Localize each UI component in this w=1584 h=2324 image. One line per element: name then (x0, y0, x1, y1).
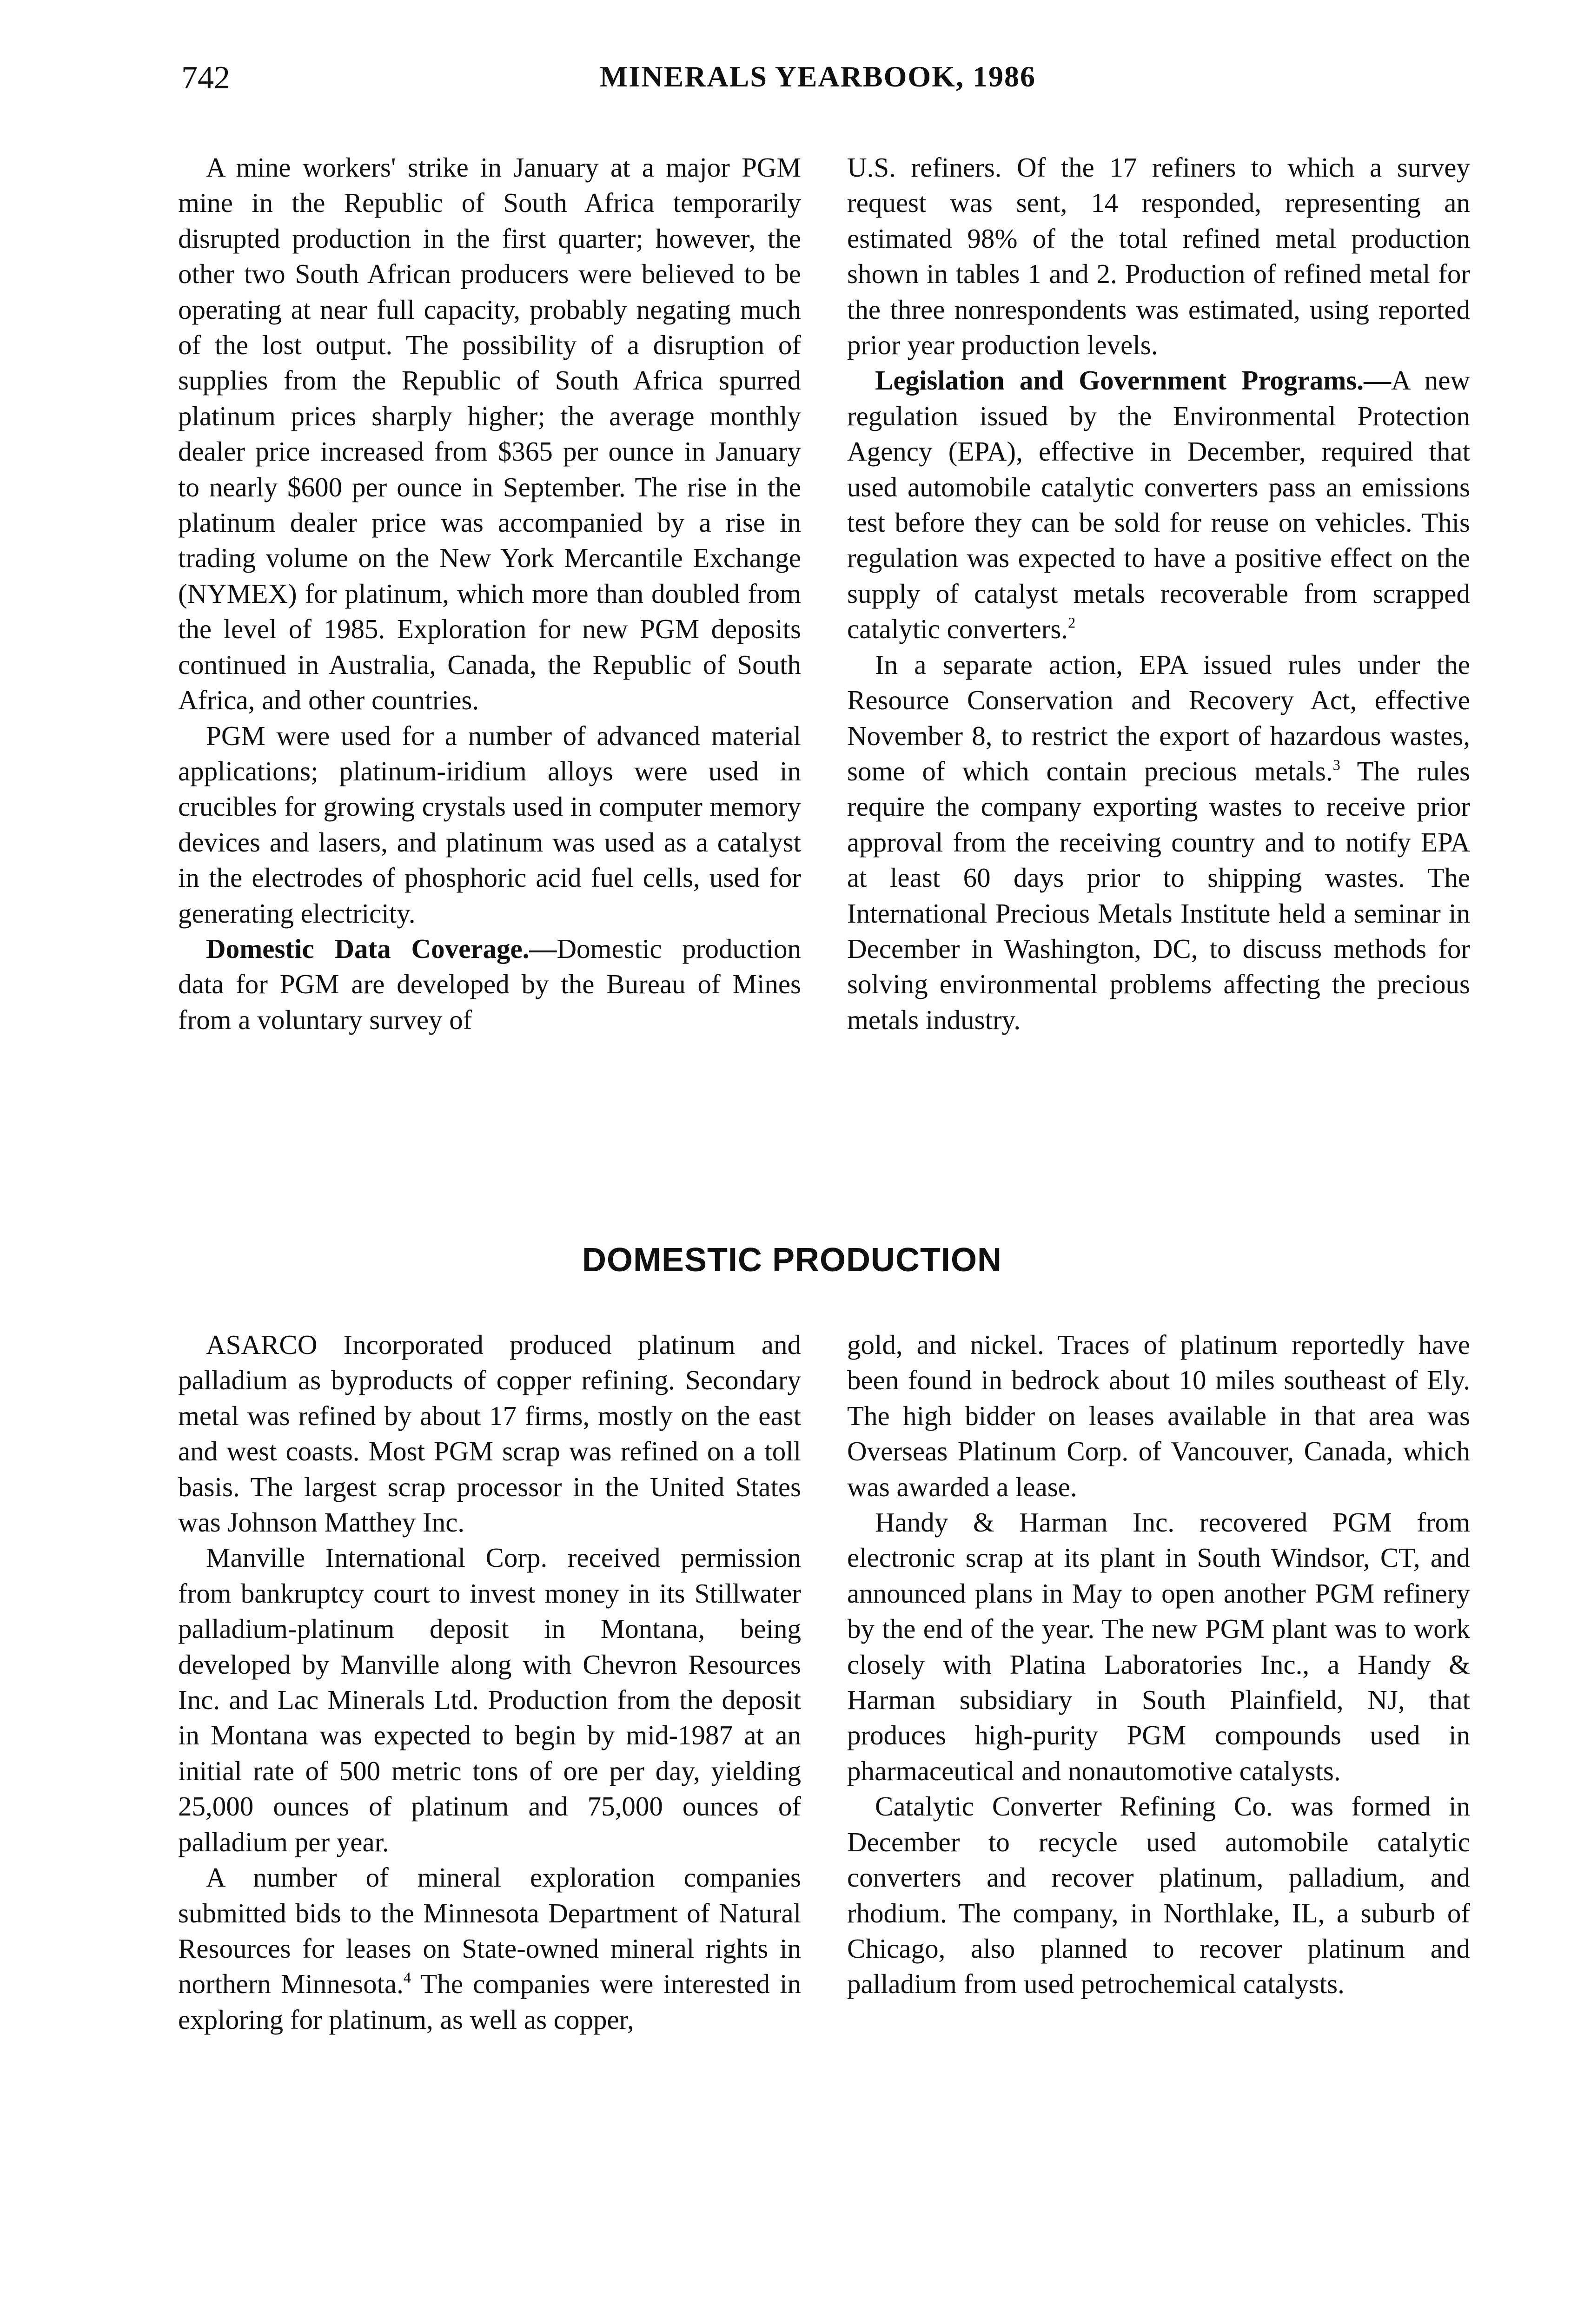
running-title: MINERALS YEARBOOK, 1986 (600, 60, 1036, 93)
paragraph-text: A new regulation issued by the Environmental Protection Agency (EPA), effective in December, required that used automobile catalytic converters pass an emissions test before they can be sold for reuse on vehicles. This regulation was expected to have a positive effect on the supply of catalyst metals recoverable from scrapped catalytic converters. (847, 365, 1470, 645)
top-left-column (178, 150, 801, 1037)
paragraph-text: Domestic production data for PGM are developed by the Bureau of Mines from a voluntary survey of (178, 933, 801, 1035)
paragraph: PGM were used for a number of advanced material applications; platinum-iridium alloys were used in crucibles for growing crystals used in computer memory devices and lasers, and platinum was used as a catalyst in the electrodes of phosphoric acid fuel cells, used for generating electricity. (178, 720, 801, 929)
run-in-heading: Domestic Data Coverage.— (206, 933, 557, 964)
section-heading: DOMESTIC PRODUCTION (582, 1241, 1002, 1279)
paragraph (847, 647, 1470, 1037)
paragraph (178, 1860, 801, 2037)
paragraph (847, 363, 1470, 647)
page-number: 742 (181, 60, 230, 96)
paragraph-text: A number of mineral exploration companies submitted bids to the Minnesota Department of Natural Resources for leases on State-owned mineral rights in northern Minnesota. (178, 1862, 801, 2000)
paragraph: Manville International Corp. received permission from bankruptcy court to invest money in its Stillwater palladium-platinum deposit in Montana, being developed by Manville along with Chevron Resources Inc. and Lac Minerals Ltd. Production from the deposit in Montana was expected to begin by mid-1987 at an initial rate of 500 metric tons of ore per day, yielding 25,000 ounces of platinum and 75,000 ounces of palladium per year. (178, 1542, 801, 1857)
paragraph-text: In a separate action, EPA issued rules under the Resource Conservation and Recovery Act, effective November 8, to restrict the export of hazardous wastes, some of which contain precious metals. (847, 649, 1470, 786)
paragraph (178, 931, 801, 1037)
run-in-heading: Legislation and Government Programs.— (875, 365, 1392, 396)
paragraph-text: The rules require the company exporting wastes to receive prior approval from the receiving country and to notify EPA at least 60 days prior to shipping wastes. The International Precious Metals Institute held a seminar in December in Washington, DC, to discuss methods for solving environmental problems affecting the precious metals industry. (847, 755, 1470, 1035)
paragraph: A mine workers' strike in January at a major PGM mine in the Republic of South Africa temporarily disrupted production in the first quarter; however, the other two South African producers were believed to be operating at near full capacity, probably negating much of the lost output. The possibility of a disruption of supplies from the Republic of South Africa spurred platinum prices sharply higher; the average monthly dealer price increased from $365 per ounce in January to nearly $600 per ounce in September. The rise in the platinum dealer price was accompanied by a rise in trading volume on the New York Mercantile Exchange (NYMEX) for platinum, which more than doubled from the level of 1985. Exploration for new PGM deposits continued in Australia, Canada, the Republic of South Africa, and other countries. (178, 152, 801, 716)
paragraph: gold, and nickel. Traces of platinum reportedly have been found in bedrock about 10 miles southeast of Ely. The high bidder on leases available in that area was Overseas Platinum Corp. of Vancouver, Canada, which was awarded a lease. (847, 1329, 1470, 1502)
domestic-right-column (847, 1327, 1470, 2002)
paragraph: U.S. refiners. Of the 17 refiners to which a survey request was sent, 14 responded, representing an estimated 98% of the total refined metal production shown in tables 1 and 2. Production of refined metal for the three nonrespondents was estimated, using reported prior year production levels. (847, 152, 1470, 361)
paragraph: Handy & Harman Inc. recovered PGM from electronic scrap at its plant in South Windsor, CT, and announced plans in May to open another PGM refinery by the end of the year. The new PGM plant was to work closely with Platina Laboratories Inc., a Handy & Harman subsidiary in South Plainfield, NJ, that produces high-purity PGM compounds used in pharmaceutical and nonautomotive catalysts. (847, 1507, 1470, 1786)
paragraph-text: The companies were interested in exploring for platinum, as well as copper, (178, 1968, 802, 2035)
top-right-column (847, 150, 1470, 1037)
footnote-marker: 2 (1068, 614, 1076, 632)
paragraph: ASARCO Incorporated produced platinum and palladium as byproducts of copper refining. Secondary metal was refined by about 17 firms, mostly on the east and west coasts. Most PGM scrap was refined on a toll basis. The largest scrap processor in the United States was Johnson Matthey Inc. (178, 1329, 801, 1538)
paragraph: Catalytic Converter Refining Co. was formed in December to recycle used automobile catalytic converters and recover platinum, palladium, and rhodium. The company, in Northlake, IL, a suburb of Chicago, also planned to recover platinum and palladium from used petrochemical catalysts. (847, 1791, 1470, 2000)
domestic-left-column (178, 1327, 801, 2037)
footnote-marker: 3 (1332, 757, 1340, 774)
footnote-marker: 4 (403, 1969, 411, 1987)
